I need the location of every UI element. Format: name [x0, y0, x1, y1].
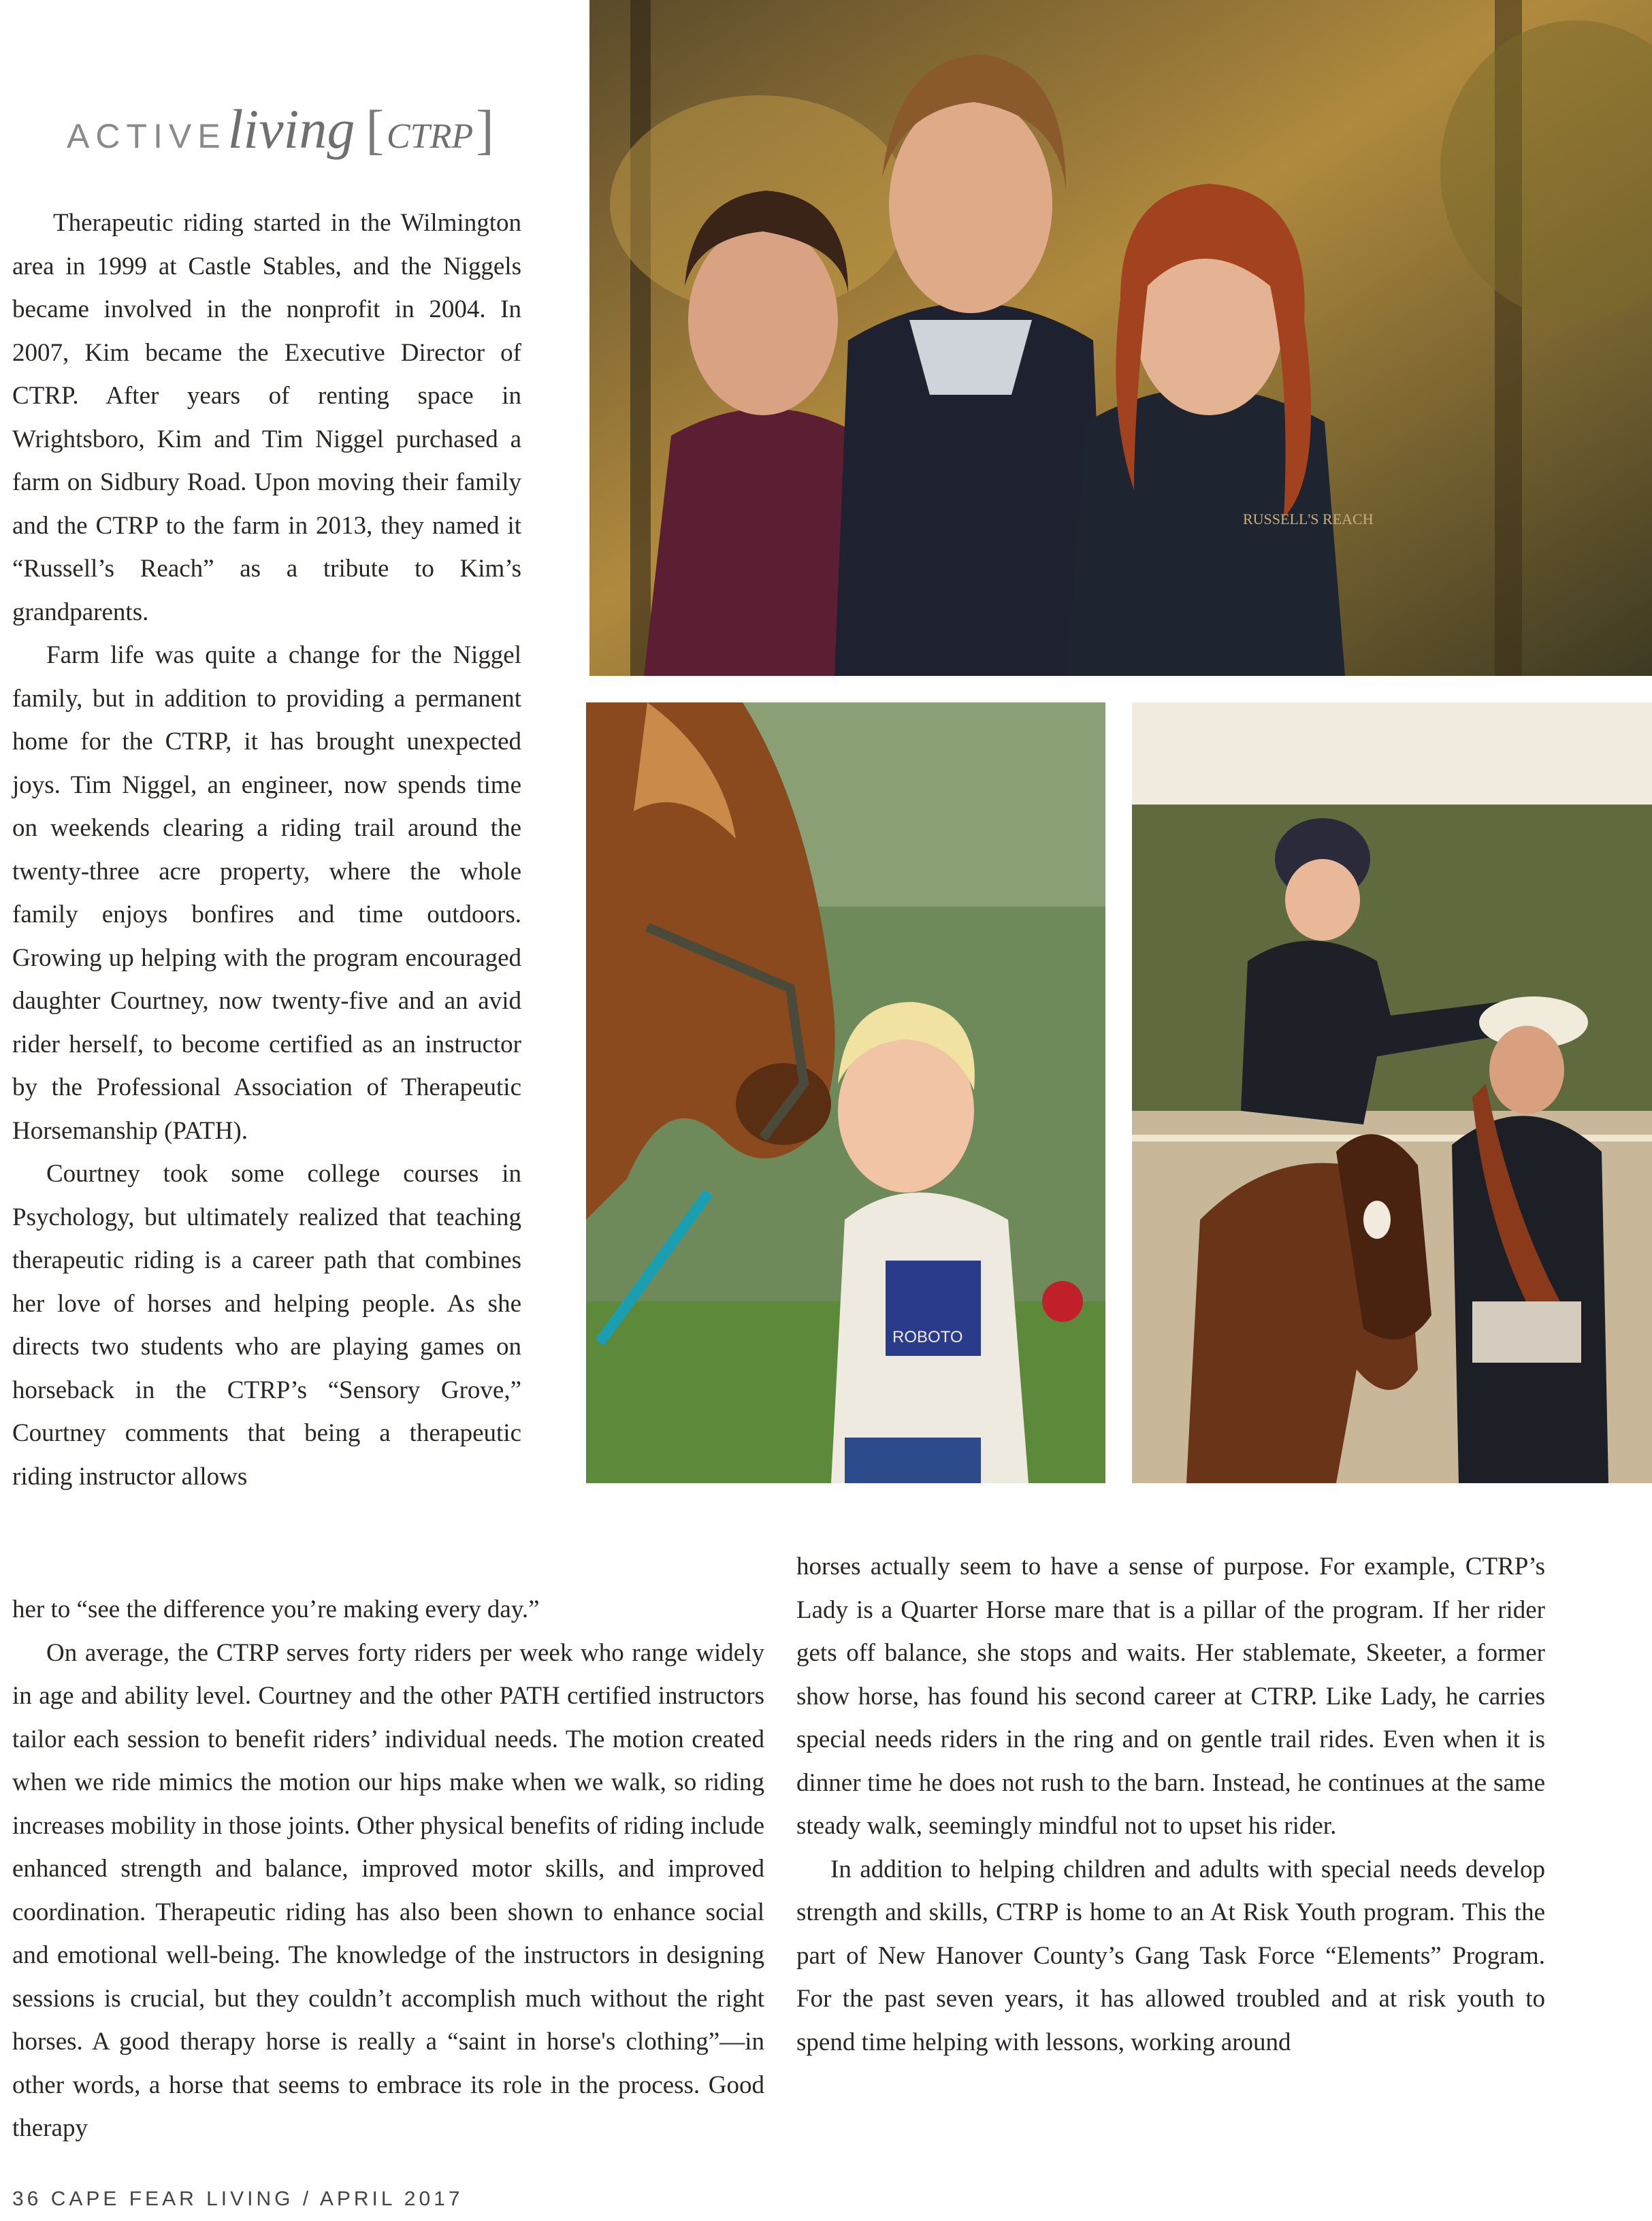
header-section-name: CTRP [386, 117, 474, 156]
header-bracket-open: [ [366, 100, 384, 160]
publication-name: CAPE FEAR LIVING [50, 2188, 294, 2210]
paragraph: In addition to helping children and adults with special needs develop strength and skills, CTRP is home to an At Risk Youth program. This the part of New Hanover County’s Gang Task Force “Elements” Program. For the past seven years, it has allowed troubled and at risk youth to spend time helping with lessons, working around [796, 1855, 1545, 2056]
article-column-left-bottom [12, 1588, 764, 2150]
paragraph: horses actually seem to have a sense of purpose. For example, CTRP’s Lady is a Quarter Horse mare that is a pillar of the program. If her rider gets off balance, she stops and waits. Her stablemate, Skeeter, a former show horse, has found his second career at CTRP. Like Lady, he carries special needs riders in the ring and on gentle trail rides. Even when it is dinner time he does not rush to the barn. Instead, he continues at the same steady walk, seemingly mindful not to upset his rider. [796, 1553, 1545, 1840]
paragraph: Therapeutic riding started in the Wilmington area in 1999 at Castle Stables, and the Niggels became involved in the nonprofit in 2004. In 2007, Kim became the Executive Director of CTRP. After years of renting space in Wrightsboro, Kim and Tim Niggel purchased a farm on Sidbury Road. Upon moving their family and the CTRP to the farm in 2013, they named it “Russell’s Reach” as a tribute to Kim’s grandparents. [12, 209, 521, 626]
article-column-left-top [12, 201, 521, 1498]
header-active: ACTIVE [67, 117, 227, 155]
header-bracket-close: ] [476, 100, 494, 160]
issue-date: APRIL 2017 [319, 2188, 464, 2210]
article-column-right-bottom [796, 1545, 1545, 2064]
page-number: 36 [12, 2188, 42, 2210]
jacket-logo-text: RUSSELL'S REACH [1243, 510, 1374, 528]
photo-rider-on-horse [1132, 702, 1652, 1483]
photo-boy-with-pony [586, 702, 1105, 1483]
page-footer [12, 2188, 464, 2211]
shirt-text: ROBOTO [892, 1328, 963, 1346]
footer-separator: / [302, 2188, 312, 2210]
section-header [67, 97, 494, 161]
paragraph-continued: her to “see the difference you’re making every day.” [12, 1595, 540, 1623]
paragraph: Courtney took some college courses in Psychology, but ultimately realized that teaching therapeutic riding is a career path that combines her love of horses and helping people. As she directs two students who are playing games on horseback in the CTRP’s “Sensory Grove,” Courtney comments that being a therapeutic riding instructor allows [12, 1160, 521, 1491]
paragraph: On average, the CTRP serves forty riders per week who range widely in age and ability level. Courtney and the other PATH certified instructors tailor each session to benefit riders’ individual needs. The motion created when we ride mimics the motion our hips make when we walk, so riding increases mobility in those joints. Other physical benefits of riding include enhanced strength and balance, improved motor skills, and improved coordination. Therapeutic riding has also been shown to enhance social and emotional well-being. The knowledge of the instructors in designing sessions is crucial, but they couldn’t accomplish much without the right horses. A good therapy horse is really a “saint in horse's clothing”—in other words, a horse that seems to embrace its role in the process. Good therapy [12, 1638, 764, 2142]
photo-three-women [589, 0, 1652, 676]
header-living: living [227, 98, 355, 160]
paragraph: Farm life was quite a change for the Niggel family, but in addition to providing a permanent home for the CTRP, it has brought unexpected joys. Tim Niggel, an engineer, now spends time on weekends clearing a riding trail around the twenty-three acre property, where the whole family enjoys bonfires and time outdoors. Growing up helping with the program encouraged daughter Courtney, now twenty-five and an avid rider herself, to become certified as an instructor by the Professional Association of Therapeutic Horsemanship (PATH). [12, 641, 521, 1145]
